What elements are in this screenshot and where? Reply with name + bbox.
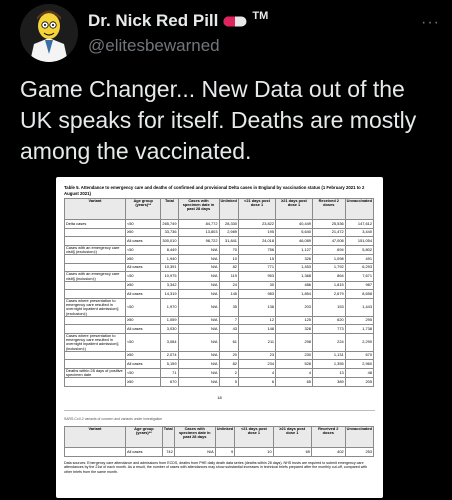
table-cell: 23 xyxy=(238,351,275,360)
table-cell: 864 xyxy=(312,272,345,281)
table-cell: 528 xyxy=(276,360,313,369)
table-cell: 486 xyxy=(276,281,313,290)
table-cell: N/A xyxy=(178,378,219,387)
table-cell: ≥50 xyxy=(126,281,161,290)
data-table-2 xyxy=(64,426,374,457)
table-row xyxy=(65,351,374,360)
table-cell: <50 xyxy=(126,245,161,254)
table-cell: 2,290 xyxy=(345,333,373,351)
table-cell: All cases xyxy=(126,325,161,334)
table-cell: ≥50 xyxy=(126,351,161,360)
table-cell: 3,084 xyxy=(161,333,178,351)
table-row xyxy=(65,237,374,246)
table-cell: Cases where presentation to emergency care resulted in overnight inpatient admission§ (exclusion‡) xyxy=(65,298,126,316)
table-cell: N/A xyxy=(178,360,219,369)
table-cell: N/A xyxy=(178,298,219,316)
table-cell: 1,098 xyxy=(312,255,345,264)
table-header-row xyxy=(65,199,374,220)
table-cell: 389 xyxy=(312,378,345,387)
table-cell: 40,449 xyxy=(276,220,313,229)
page-divider xyxy=(64,410,375,411)
table-header-cell: Cases with specimen date in past 28 days xyxy=(178,199,219,220)
table-cell: 23,822 xyxy=(238,220,275,229)
author-name-row xyxy=(88,11,268,31)
table-cell: Cases with an emergency care visit§ (exclusion‡) xyxy=(65,245,126,254)
table-cell: All cases xyxy=(126,237,161,246)
table-cell: 48 xyxy=(345,368,373,377)
table-cell: N/A xyxy=(178,290,219,299)
table-header-cell: Unlinked xyxy=(219,199,238,220)
table-cell xyxy=(65,255,126,264)
table-header-cell: <21 days post dose 1 xyxy=(235,426,273,447)
table-cell: 1,792 xyxy=(312,263,345,272)
table-cell: 3,440 xyxy=(345,228,373,237)
table-cell: 10 xyxy=(219,255,238,264)
table-cell: Delta cases xyxy=(65,220,126,229)
page-number: 18 xyxy=(217,394,222,400)
tweet-header xyxy=(20,4,440,66)
table-cell: 253 xyxy=(345,447,373,456)
table-cell: N/A xyxy=(178,316,219,325)
table-cell: 145 xyxy=(219,290,238,299)
table-cell: 773 xyxy=(312,325,345,334)
document-title: Table 5. Attendance to emergency care and deaths of confirmed and provisional Delta cases in England by vaccination status (1 February 2021 to 2 August 2021) xyxy=(64,185,365,196)
table-cell: 3,030 xyxy=(161,325,178,334)
table-cell: N/A xyxy=(178,245,219,254)
table-cell: 326 xyxy=(276,255,313,264)
table-cell: 21,472 xyxy=(312,228,345,237)
table-cell: 6 xyxy=(238,378,275,387)
table-cell xyxy=(65,378,126,387)
table-cell: 47,008 xyxy=(312,237,345,246)
table-cell: All cases xyxy=(126,290,161,299)
table-cell: 265,749 xyxy=(161,220,178,229)
table-cell: 742 xyxy=(162,447,174,456)
table-cell: <50 xyxy=(126,272,161,281)
table-header-cell: Unvaccinated xyxy=(345,199,373,220)
table-cell: 983 xyxy=(238,290,275,299)
table-cell: 3,342 xyxy=(161,281,178,290)
table-cell: 84,772 xyxy=(178,220,219,229)
table-header-cell: Age group (years)** xyxy=(126,199,161,220)
table-cell: 2,960 xyxy=(345,360,373,369)
table-row xyxy=(65,255,374,264)
table-row xyxy=(65,228,374,237)
table-cell: N/A xyxy=(178,263,219,272)
table-body xyxy=(65,220,374,387)
table-cell: 6,293 xyxy=(345,263,373,272)
table-cell: 69 xyxy=(273,447,311,456)
table-cell: 2,074 xyxy=(161,351,178,360)
table-cell: 491 xyxy=(345,255,373,264)
table-cell: 771 xyxy=(238,263,275,272)
table-header-cell: <21 days post dose 1 xyxy=(238,199,275,220)
table-cell: 30 xyxy=(238,281,275,290)
table-cell xyxy=(65,281,126,290)
table-cell: 203 xyxy=(276,298,313,316)
table-cell: 328 xyxy=(276,325,313,334)
table-header-cell: Unvaccinated xyxy=(345,426,373,447)
table-cell: 230 xyxy=(276,351,313,360)
table-cell: 82 xyxy=(219,263,238,272)
table-cell: 1,443 xyxy=(345,298,373,316)
table-cell: 1,815 xyxy=(312,281,345,290)
table-cell: 4 xyxy=(238,368,275,377)
table-cell: 694 xyxy=(312,245,345,254)
table-cell: N/A xyxy=(178,325,219,334)
author-display-name[interactable]: Dr. Nick Red Pill xyxy=(88,11,219,30)
table-cell: 670 xyxy=(161,378,178,387)
table-cell: 10 xyxy=(235,447,273,456)
table-cell: 14,319 xyxy=(161,290,178,299)
table-cell: N/A xyxy=(178,368,219,377)
table-cell: 33,736 xyxy=(161,228,178,237)
table-cell: 15 xyxy=(238,255,275,264)
table-cell: 211 xyxy=(238,333,275,351)
table-header-cell: Unlinked xyxy=(215,426,234,447)
red-white-pill-icon xyxy=(223,16,247,27)
table-cell: 70 xyxy=(219,245,238,254)
table-cell: 1,453 xyxy=(276,263,313,272)
table-cell: N/A xyxy=(178,281,219,290)
table-cell xyxy=(65,447,126,456)
table-row xyxy=(65,368,374,377)
avatar[interactable] xyxy=(20,4,78,62)
table-cell: 147,612 xyxy=(345,220,373,229)
table-row xyxy=(65,316,374,325)
table-cell: 1,368 xyxy=(276,272,313,281)
table-cell: 295 xyxy=(345,316,373,325)
table-cell xyxy=(65,316,126,325)
table-cell: 28,330 xyxy=(219,220,238,229)
table-header-cell: ≥21 days post dose 1 xyxy=(276,199,313,220)
tweet-image[interactable] xyxy=(56,177,383,498)
table-cell: 61 xyxy=(219,333,238,351)
table-cell: N/A xyxy=(178,255,219,264)
page-footnote: SARS-CoV-2 variants of concern and variants under investigation xyxy=(64,416,163,421)
table-cell: 119 xyxy=(219,272,238,281)
table-cell: 1,738 xyxy=(345,325,373,334)
table-cell: 71 xyxy=(161,368,178,377)
table-cell: 13 xyxy=(312,368,345,377)
data-table xyxy=(64,198,374,387)
table-cell: 953 xyxy=(238,272,275,281)
table-row xyxy=(65,447,374,456)
table-cell: 2,989 xyxy=(219,228,238,237)
table-cell: 31,841 xyxy=(219,237,238,246)
more-dots-icon[interactable]: ··· xyxy=(421,14,440,31)
table-cell: 1,854 xyxy=(276,290,313,299)
table-cell: 5 xyxy=(219,378,238,387)
table-cell: 4 xyxy=(276,368,313,377)
table-header-cell: Variant xyxy=(65,426,126,447)
table-cell: 1,970 xyxy=(161,298,178,316)
table-cell: 1,131 xyxy=(312,351,345,360)
table-cell: 8,658 xyxy=(345,290,373,299)
table-cell: 125 xyxy=(276,316,313,325)
table-header-cell: Received 2 doses xyxy=(312,199,345,220)
table-cell: Cases with an emergency care visit§ (inclusion‡) xyxy=(65,272,126,281)
table-cell: 300,010 xyxy=(161,237,178,246)
table-cell: 24 xyxy=(219,281,238,290)
table-cell: 24,018 xyxy=(238,237,275,246)
table-cell: <50 xyxy=(126,333,161,351)
table-cell: 1,355 xyxy=(312,360,345,369)
table-cell: 2,679 xyxy=(312,290,345,299)
table-row xyxy=(65,281,374,290)
table-cell: 13,803 xyxy=(178,228,219,237)
table-cell: All cases xyxy=(126,447,163,456)
table-row xyxy=(65,220,374,229)
table-cell: N/A xyxy=(174,447,215,456)
table-cell: ≥50 xyxy=(126,378,161,387)
table-cell: 5,159 xyxy=(161,360,178,369)
table-cell: ≥50 xyxy=(126,228,161,237)
table-cell: 9 xyxy=(215,447,234,456)
table-cell: N/A xyxy=(178,333,219,351)
table-cell: Cases where presentation to emergency care resulted in overnight inpatient admission§ (inclusion‡) xyxy=(65,333,126,351)
table-cell: 670 xyxy=(345,351,373,360)
table-header-cell: Total xyxy=(161,199,178,220)
table-cell: All cases xyxy=(126,360,161,369)
table-cell: All cases xyxy=(126,263,161,272)
table-cell: ≥50 xyxy=(126,255,161,264)
table-row xyxy=(65,333,374,351)
table-cell: 136 xyxy=(238,298,275,316)
table-cell: Deaths within 28 days of positive specimen date xyxy=(65,368,126,377)
table-cell xyxy=(65,237,126,246)
table-cell: 10,975 xyxy=(161,272,178,281)
table-row xyxy=(65,245,374,254)
table-cell: 620 xyxy=(312,316,345,325)
table-header-cell: ≥21 days post dose 1 xyxy=(273,426,311,447)
table-cell: 205 xyxy=(345,378,373,387)
table-cell: N/A xyxy=(178,272,219,281)
table-header-row xyxy=(65,426,374,447)
table-cell: 1,127 xyxy=(276,245,313,254)
table-cell: 7 xyxy=(219,316,238,325)
table-cell: 195 xyxy=(238,228,275,237)
table-cell: ≥50 xyxy=(126,316,161,325)
table-cell: 2 xyxy=(219,368,238,377)
table-cell: <50 xyxy=(126,298,161,316)
table-cell: 298 xyxy=(276,333,313,351)
table-cell: 153 xyxy=(312,298,345,316)
table-body xyxy=(65,447,374,456)
table-cell: 1,940 xyxy=(161,255,178,264)
table-row xyxy=(65,298,374,316)
table-cell: 82 xyxy=(219,360,238,369)
table-cell: N/A xyxy=(178,351,219,360)
table-cell: 43 xyxy=(219,325,238,334)
table-header-cell: Age group (years)** xyxy=(126,426,163,447)
table-cell: 12 xyxy=(238,316,275,325)
table-cell: 151,054 xyxy=(345,237,373,246)
table-row xyxy=(65,272,374,281)
table-cell: 98,722 xyxy=(178,237,219,246)
table-cell: <50 xyxy=(126,368,161,377)
table-cell: <50 xyxy=(126,220,161,229)
table-header-cell: Variant xyxy=(65,199,126,220)
table-row xyxy=(65,378,374,387)
table-cell: 148 xyxy=(238,325,275,334)
table-cell: 20 xyxy=(219,351,238,360)
table-cell: 224 xyxy=(312,333,345,351)
table-header-cell: Total xyxy=(162,426,174,447)
table-header-cell: Cases with specimen date in past 28 days xyxy=(174,426,215,447)
table-header-cell: Received 2 doses xyxy=(311,426,345,447)
table-cell: 756 xyxy=(238,245,275,254)
data-sources-note: Data sources: Emergency care attendance and admissions from ECDS, deaths from PHE daily death data series (deaths within 28 days). NHS trusts are required to submit emergency care attendances by the 21st of each month. As a result, the number of cases with attendances may show substantial increases in technical briefs prepared after the monthly cut-off, compared with other briefs from the same month. xyxy=(64,460,368,475)
table-cell: 8,449 xyxy=(161,245,178,254)
table-cell: 25,536 xyxy=(312,220,345,229)
table-cell: 234 xyxy=(238,360,275,369)
table-cell: 46,089 xyxy=(276,237,313,246)
table-cell: 65 xyxy=(276,378,313,387)
table-cell: 1,059 xyxy=(161,316,178,325)
table-cell: 5,640 xyxy=(276,228,313,237)
table-cell: 10,391 xyxy=(161,263,178,272)
table-cell: 987 xyxy=(345,281,373,290)
trademark-label: TM xyxy=(252,10,269,22)
table-cell: 35 xyxy=(219,298,238,316)
cartoon-doctor-avatar-icon xyxy=(20,4,78,62)
table-cell xyxy=(65,228,126,237)
table-cell: 402 xyxy=(311,447,345,456)
table-cell xyxy=(65,351,126,360)
table-cell: 5,802 xyxy=(345,245,373,254)
table-cell: 7,671 xyxy=(345,272,373,281)
author-handle[interactable]: @elitesbewarned xyxy=(88,36,220,55)
tweet-text: Game Changer... New Data out of the UK speaks for itself. Deaths are mostly among the vaccinated. xyxy=(20,76,417,164)
